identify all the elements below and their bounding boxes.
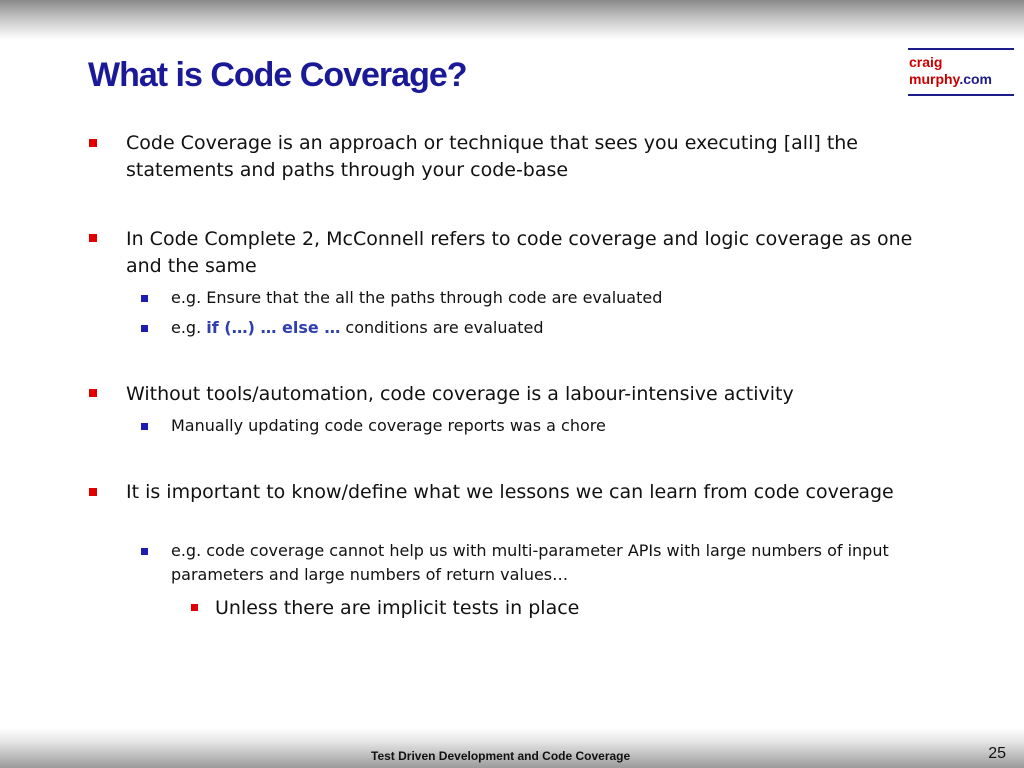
eg-suffix: conditions are evaluated: [340, 318, 544, 337]
bullet-2-text: In Code Complete 2, McConnell refers to code coverage and logic coverage as one and the same: [126, 228, 913, 277]
bullet-marker: [89, 139, 97, 147]
sub-bullet-marker: [141, 548, 148, 555]
logo-line-murphy: [909, 71, 992, 87]
sub-bullet-marker: [141, 295, 148, 302]
sub-sub-bullet-marker: [191, 604, 198, 611]
sub-bullet-marker: [141, 423, 148, 430]
bullet-4-text: It is important to know/define what we lessons we can learn from code coverage: [126, 481, 894, 503]
slide-title: What is Code Coverage?: [88, 56, 467, 94]
bullet-3-text: Without tools/automation, code coverage is a labour-intensive activity: [126, 383, 794, 405]
bullet-marker: [89, 234, 97, 242]
bullet-2-sub-1-text: e.g. Ensure that the all the paths through code are evaluated: [171, 288, 663, 307]
sub-bullet-marker: [141, 325, 148, 332]
slide-number: 25: [988, 745, 1006, 762]
bullet-3-sub-1-text: Manually updating code coverage reports was a chore: [171, 416, 606, 435]
footer-text: Test Driven Development and Code Coverage: [371, 749, 631, 763]
bullet-4-sub-sub-1-text: Unless there are implicit tests in place: [215, 597, 580, 619]
bullet-marker: [89, 389, 97, 397]
eg-prefix: e.g.: [171, 318, 207, 337]
logo-line-craig: craig: [909, 54, 943, 70]
craigmurphy-logo: [908, 48, 1014, 96]
top-gradient-bar: [0, 0, 1024, 40]
bullet-2-sub-2-text: [171, 316, 931, 340]
logo-murphy: murphy: [909, 71, 960, 87]
bullet-4-sub-1-text: e.g. code coverage cannot help us with multi-parameter APIs with large numbers of input parameters and large numbers of return values…: [171, 541, 889, 584]
bullet-marker: [89, 488, 97, 496]
bullet-1-text: Code Coverage is an approach or technique that sees you executing [all] the statements and paths through your code-base: [126, 132, 859, 181]
if-else-keyword: if (…) … else …: [206, 318, 341, 337]
logo-dotcom: .com: [959, 71, 992, 87]
